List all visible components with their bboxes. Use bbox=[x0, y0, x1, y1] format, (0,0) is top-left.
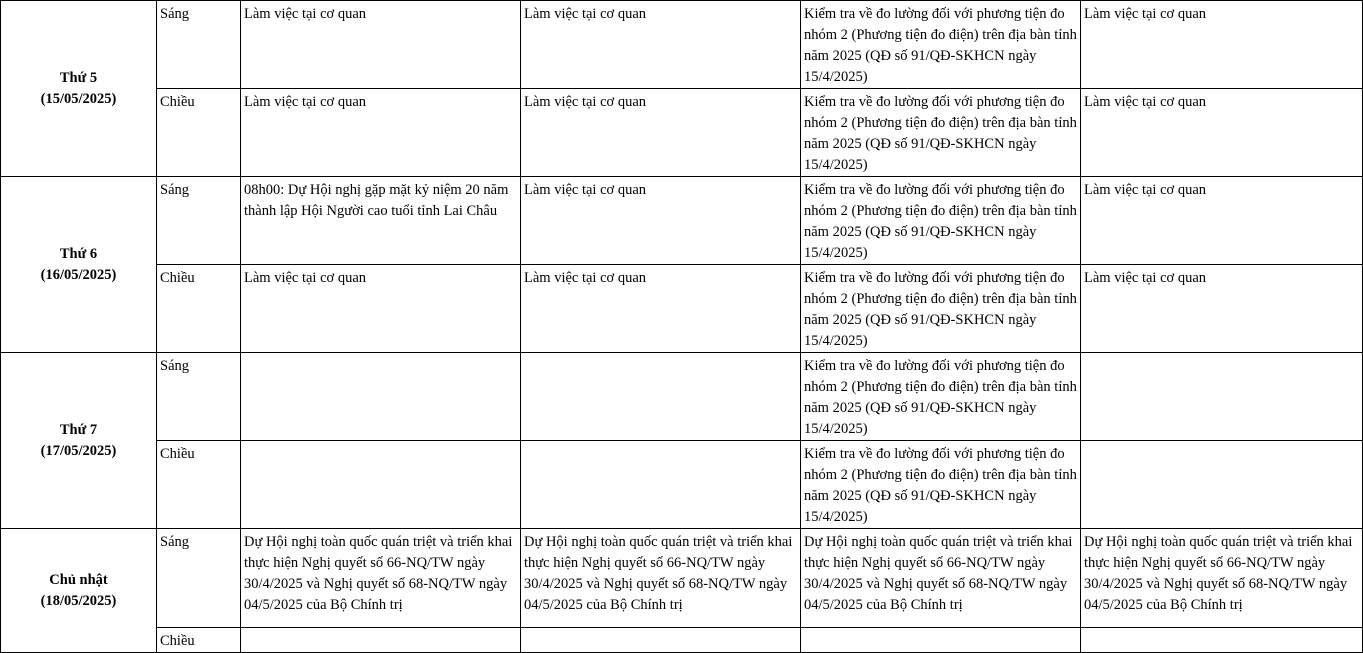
period-cell: Chiều bbox=[157, 89, 241, 177]
schedule-cell: Làm việc tại cơ quan bbox=[521, 89, 801, 177]
day-name: Thứ 5 bbox=[59, 69, 98, 86]
schedule-cell bbox=[1081, 628, 1363, 653]
period-cell: Sáng bbox=[157, 529, 241, 628]
schedule-cell: Dự Hội nghị toàn quốc quán triệt và triển khai thực hiện Nghị quyết số 66-NQ/TW ngày 30/4/2025 và Nghị quyết số 68-NQ/TW ngày 04/5/2025 của Bộ Chính trị bbox=[801, 529, 1081, 628]
table-row bbox=[1, 89, 1363, 177]
schedule-cell: Dự Hội nghị toàn quốc quán triệt và triển khai thực hiện Nghị quyết số 66-NQ/TW ngày 30/4/2025 và Nghị quyết số 68-NQ/TW ngày 04/5/2025 của Bộ Chính trị bbox=[1081, 529, 1363, 628]
day-cell bbox=[1, 353, 157, 529]
table-row bbox=[1, 529, 1363, 628]
day-cell bbox=[1, 529, 157, 653]
day-cell bbox=[1, 177, 157, 353]
schedule-cell: Làm việc tại cơ quan bbox=[1081, 265, 1363, 353]
schedule-cell bbox=[521, 353, 801, 441]
schedule-cell: Kiểm tra về đo lường đối với phương tiện đo nhóm 2 (Phương tiện đo điện) trên địa bàn tỉnh năm 2025 (QĐ số 91/QĐ-SKHCN ngày 15/4/2025) bbox=[801, 1, 1081, 89]
schedule-cell: Làm việc tại cơ quan bbox=[241, 1, 521, 89]
schedule-cell: Làm việc tại cơ quan bbox=[521, 1, 801, 89]
table-row bbox=[1, 265, 1363, 353]
schedule-cell bbox=[241, 441, 521, 529]
table-row bbox=[1, 1, 1363, 89]
table-row bbox=[1, 177, 1363, 265]
schedule-cell: 08h00: Dự Hội nghị gặp mặt kỷ niệm 20 năm thành lập Hội Người cao tuổi tỉnh Lai Châu bbox=[241, 177, 521, 265]
period-cell: Sáng bbox=[157, 1, 241, 89]
schedule-cell: Làm việc tại cơ quan bbox=[1081, 89, 1363, 177]
schedule-cell: Kiểm tra về đo lường đối với phương tiện đo nhóm 2 (Phương tiện đo điện) trên địa bàn tỉnh năm 2025 (QĐ số 91/QĐ-SKHCN ngày 15/4/2025) bbox=[801, 441, 1081, 529]
table-row bbox=[1, 628, 1363, 653]
schedule-cell bbox=[1081, 353, 1363, 441]
day-name: Thứ 7 bbox=[59, 421, 98, 438]
schedule-cell: Kiểm tra về đo lường đối với phương tiện đo nhóm 2 (Phương tiện đo điện) trên địa bàn tỉnh năm 2025 (QĐ số 91/QĐ-SKHCN ngày 15/4/2025) bbox=[801, 177, 1081, 265]
day-name: Thứ 6 bbox=[59, 245, 98, 262]
period-cell: Sáng bbox=[157, 177, 241, 265]
period-cell: Sáng bbox=[157, 353, 241, 441]
period-cell: Chiều bbox=[157, 265, 241, 353]
schedule-cell: Làm việc tại cơ quan bbox=[241, 265, 521, 353]
schedule-cell bbox=[521, 628, 801, 653]
schedule-cell: Làm việc tại cơ quan bbox=[1081, 177, 1363, 265]
schedule-cell: Kiểm tra về đo lường đối với phương tiện đo nhóm 2 (Phương tiện đo điện) trên địa bàn tỉnh năm 2025 (QĐ số 91/QĐ-SKHCN ngày 15/4/2025) bbox=[801, 89, 1081, 177]
day-date: (16/05/2025) bbox=[40, 266, 117, 283]
schedule-cell: Kiểm tra về đo lường đối với phương tiện đo nhóm 2 (Phương tiện đo điện) trên địa bàn tỉnh năm 2025 (QĐ số 91/QĐ-SKHCN ngày 15/4/2025) bbox=[801, 265, 1081, 353]
day-cell bbox=[1, 1, 157, 177]
table-row bbox=[1, 353, 1363, 441]
schedule-cell: Kiểm tra về đo lường đối với phương tiện đo nhóm 2 (Phương tiện đo điện) trên địa bàn tỉnh năm 2025 (QĐ số 91/QĐ-SKHCN ngày 15/4/2025) bbox=[801, 353, 1081, 441]
schedule-cell: Làm việc tại cơ quan bbox=[521, 177, 801, 265]
day-date: (15/05/2025) bbox=[40, 90, 117, 107]
schedule-cell bbox=[1081, 441, 1363, 529]
table-row bbox=[1, 441, 1363, 529]
schedule-cell bbox=[521, 441, 801, 529]
schedule-cell: Làm việc tại cơ quan bbox=[1081, 1, 1363, 89]
period-cell: Chiều bbox=[157, 441, 241, 529]
schedule-cell: Làm việc tại cơ quan bbox=[241, 89, 521, 177]
period-cell: Chiều bbox=[157, 628, 241, 653]
schedule-cell: Dự Hội nghị toàn quốc quán triệt và triển khai thực hiện Nghị quyết số 66-NQ/TW ngày 30/4/2025 và Nghị quyết số 68-NQ/TW ngày 04/5/2025 của Bộ Chính trị bbox=[241, 529, 521, 628]
schedule-cell: Dự Hội nghị toàn quốc quán triệt và triển khai thực hiện Nghị quyết số 66-NQ/TW ngày 30/4/2025 và Nghị quyết số 68-NQ/TW ngày 04/5/2025 của Bộ Chính trị bbox=[521, 529, 801, 628]
schedule-cell bbox=[241, 628, 521, 653]
day-date: (18/05/2025) bbox=[40, 592, 117, 609]
day-name: Chủ nhật bbox=[49, 571, 108, 588]
schedule-cell: Làm việc tại cơ quan bbox=[521, 265, 801, 353]
schedule-cell bbox=[801, 628, 1081, 653]
schedule-cell bbox=[241, 353, 521, 441]
day-date: (17/05/2025) bbox=[40, 442, 117, 459]
